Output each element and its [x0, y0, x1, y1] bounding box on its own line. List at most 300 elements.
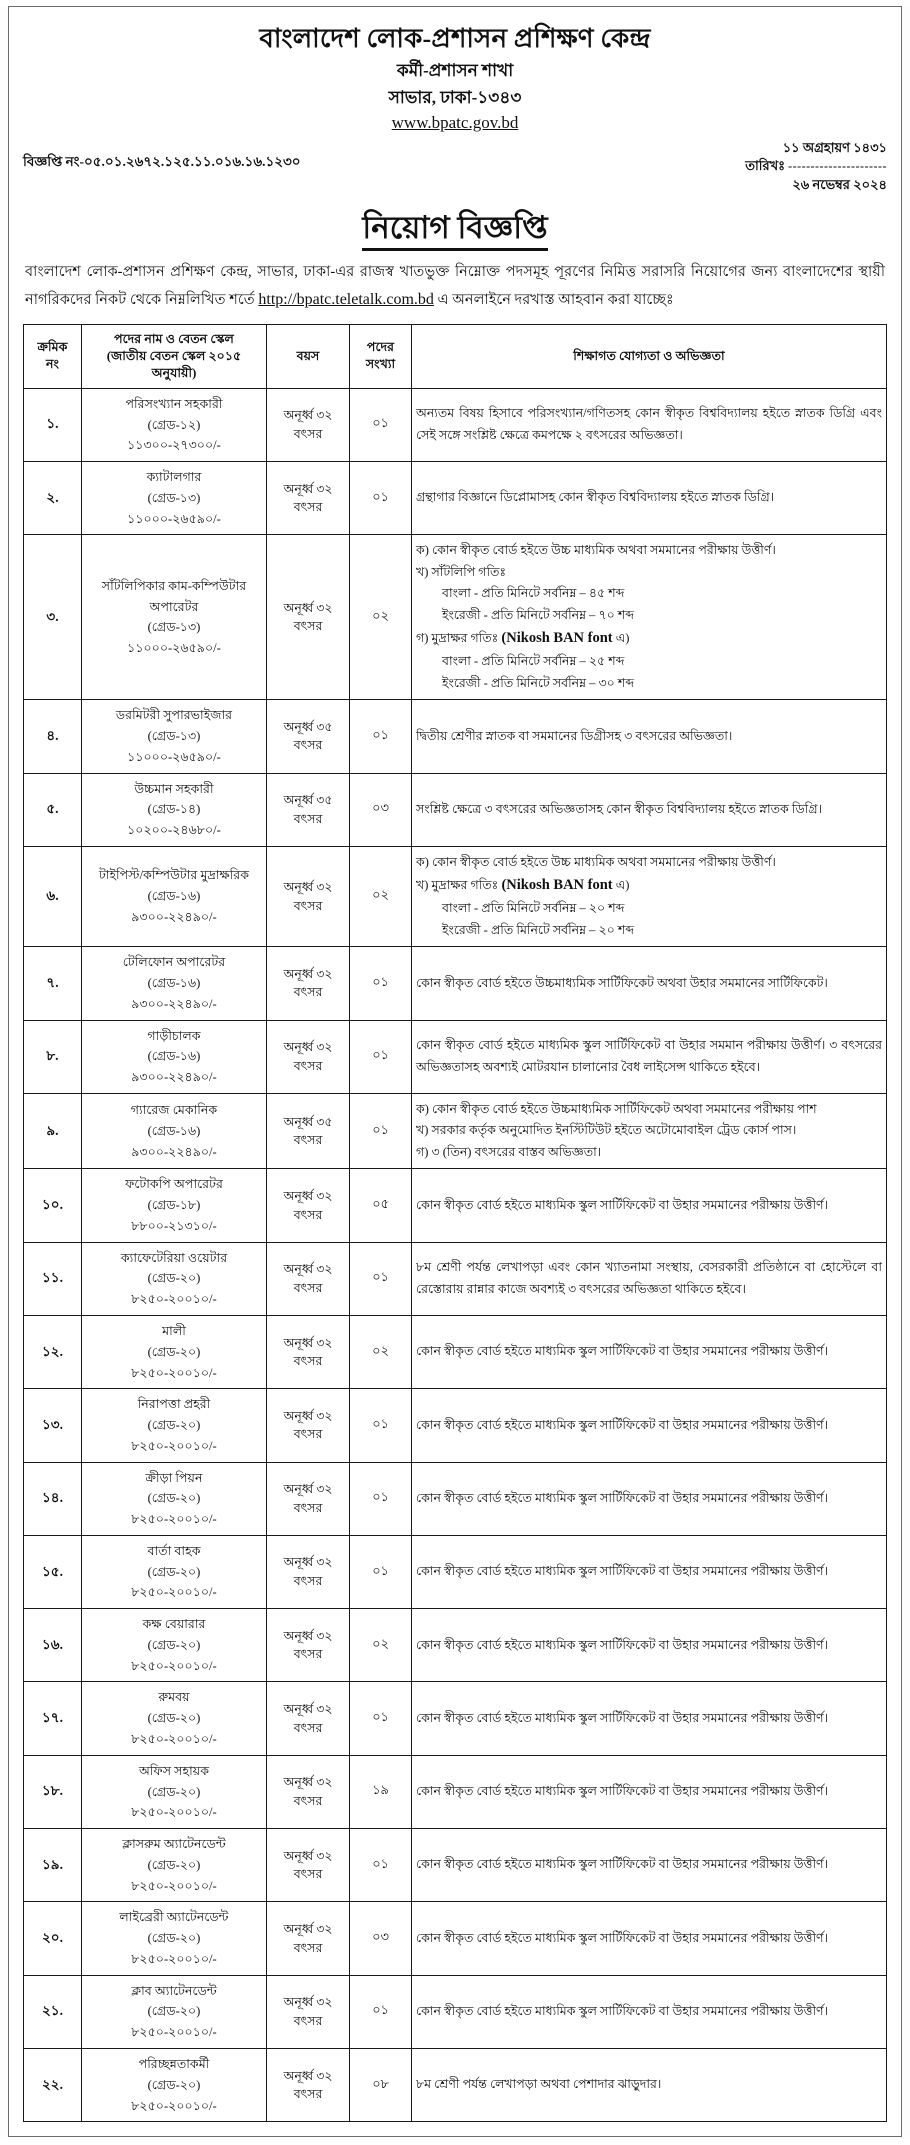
cell-age-limit [267, 700, 350, 773]
qualification-text: কোন স্বীকৃত বোর্ড হইতে মাধ্যমিক স্কুল সার্টিফিকেট বা উহার সমমানের পরীক্ষায় উত্তীর্ণ। [416, 1784, 829, 1799]
age-limit: অনূর্ধ্ব ৩২ [283, 879, 333, 894]
post-grade: (গ্রেড-২০) [147, 2077, 201, 2092]
table-row [24, 535, 887, 700]
qualification-text: ইংরেজী - প্রতি মিনিটে সর্বনিম্ন – ২০ শব্দ [442, 922, 635, 937]
table-row [24, 846, 887, 946]
cell-qualification [412, 846, 887, 946]
qualification-line [416, 726, 882, 748]
qualification-line [416, 1928, 882, 1950]
cell-post-name [82, 1020, 267, 1093]
nikosh-font-note-tail: এ) [612, 878, 630, 893]
cell-serial: ১৫. [24, 1535, 82, 1608]
table-row [24, 1169, 887, 1242]
post-name: ক্যাটালগার [146, 470, 202, 485]
post-grade: (গ্রেড-১৩) [147, 620, 201, 635]
qualification-text: গ্রন্থাগার বিজ্ঞানে ডিপ্লোমাসহ কোন স্বীকৃত বিশ্ববিদ্যালয় হইতে স্নাতক ডিগ্রি। [416, 490, 775, 505]
cell-serial: ১৮. [24, 1755, 82, 1828]
date-label: তারিখঃ [745, 158, 786, 174]
table-row [24, 1316, 887, 1389]
qualification-text: ইংরেজী - প্রতি মিনিটে সর্বনিম্ন – ৭০ শব্দ [442, 607, 635, 622]
qualification-text: কোন স্বীকৃত বোর্ড হইতে মাধ্যমিক স্কুল সার্টিফিকেট বা উহার সমমানের পরীক্ষায় উত্তীর্ণ। [416, 1857, 829, 1872]
qualification-line [416, 898, 882, 920]
post-name: ক্রীড়া পিয়ন [145, 1470, 203, 1485]
post-scale: ৯৩০০-২২৪৯০/- [131, 1144, 217, 1159]
cell-qualification [412, 1389, 887, 1462]
table-row [24, 1535, 887, 1608]
qualification-text: কোন স্বীকৃত বোর্ড হইতে উচ্চমাধ্যমিক সার্টিফিকেট অথবা উহার সমমানের সার্টিফিকেট। [416, 975, 828, 990]
qualification-line [416, 673, 882, 695]
post-name: লাইব্রেরী অ্যাটেনডেন্ট [119, 1910, 229, 1925]
cell-post-count: ০২ [350, 535, 412, 700]
date-dotted-rule: ---------------------- [788, 159, 887, 174]
qualification-line [416, 1195, 882, 1217]
cell-serial: ২২. [24, 2048, 82, 2121]
circular-sheet [8, 6, 902, 2137]
cell-qualification [412, 773, 887, 846]
post-grade: (গ্রেড-২০) [147, 1418, 201, 1433]
cell-age-limit [267, 1242, 350, 1315]
cell-post-count: ০১ [350, 388, 412, 461]
table-body [24, 388, 887, 2122]
qualification-text: খ) সাঁটলিপি গতিঃ [416, 564, 507, 579]
qualification-line [416, 605, 882, 627]
cell-post-count: ০৩ [350, 773, 412, 846]
organization-title: বাংলাদেশ লোক-প্রশাসন প্রশিক্ষণ কেন্দ্র [259, 24, 651, 53]
qualification-text: বাংলা - প্রতি মিনিটে সর্বনিম্ন – ২৫ শব্দ [442, 654, 625, 669]
cell-post-count: ০৫ [350, 1169, 412, 1242]
cell-qualification [412, 1093, 887, 1169]
age-unit: বৎসর [293, 738, 323, 753]
post-scale: ৯৩০০-২২৪৯০/- [131, 1070, 217, 1085]
cell-qualification [412, 388, 887, 461]
cell-post-count: ০২ [350, 1609, 412, 1682]
cell-qualification [412, 1682, 887, 1755]
cell-post-count: ০১ [350, 1093, 412, 1169]
cell-serial: ১৭. [24, 1682, 82, 1755]
cell-post-count: ০১ [350, 462, 412, 535]
age-unit: বৎসর [293, 426, 323, 441]
cell-post-count: ০১ [350, 1682, 412, 1755]
cell-post-name [82, 1755, 267, 1828]
application-url[interactable]: http://bpatc.teletalk.com.bd [258, 290, 434, 308]
cell-age-limit [267, 846, 350, 946]
qualification-line [416, 2074, 882, 2096]
age-unit: বৎসর [293, 1647, 323, 1662]
cell-serial: ১. [24, 388, 82, 461]
col-post-line2: (জাতীয় বেতন স্কেল ২০১৫ [106, 348, 242, 363]
post-scale: ১১০০০-২৬৫৯০/- [127, 641, 221, 656]
qualification-text: গ) ৩ (তিন) বৎসরের বাস্তব অভিজ্ঞতা। [416, 1144, 602, 1159]
cell-qualification [412, 1902, 887, 1975]
post-scale: ৮২৫০-২০০১০/- [131, 1805, 217, 1820]
date-english: ২৬ নভেম্বর ২০২৪ [792, 177, 887, 193]
qualification-line [416, 1488, 882, 1510]
qualification-line [416, 1341, 882, 1363]
post-grade: (গ্রেড-২০) [147, 1491, 201, 1506]
age-unit: বৎসর [293, 1867, 323, 1882]
col-count-line2: সংখ্যা [365, 357, 396, 372]
post-scale: ১০২০০-২৪৬৮০/- [127, 823, 221, 838]
post-scale: ৮২৫০-২০০১০/- [131, 1438, 217, 1453]
cell-post-name [82, 1242, 267, 1315]
post-name: টেলিফোন অপারেটর [122, 955, 226, 970]
age-unit: বৎসর [293, 811, 323, 826]
post-name: ডরমিটরী সুপারভাইজার [115, 708, 233, 723]
post-grade: (গ্রেড-২০) [147, 1564, 201, 1579]
qualification-line [416, 487, 882, 509]
age-unit: বৎসর [293, 1133, 323, 1148]
column-header-count [350, 324, 412, 388]
cell-serial: ৬. [24, 846, 82, 946]
cell-age-limit [267, 947, 350, 1020]
cell-post-name [82, 1535, 267, 1608]
cell-post-count: ০২ [350, 846, 412, 946]
intro-text-part1: বাংলাদেশ লোক-প্রশাসন প্রশিক্ষণ কেন্দ্র, সাভার, ঢাকা-এর রাজস্ব খাতভুক্ত নিম্নোক্ত পদসমূহ পূরণের নিমিত্ত সরাসরি নিয়োগের জন্য বাংলাদেশের স্থায়ী নাগরিকদের নিকট থেকে নিম্নলিখিত শর্তে [25, 264, 885, 308]
post-scale: ৮২৫০-২০০১০/- [131, 1732, 217, 1747]
post-scale: ৮৮০০-২১৩১০/- [131, 1218, 217, 1233]
qualification-text: কোন স্বীকৃত বোর্ড হইতে মাধ্যমিক স্কুল সার্টিফিকেট বা উহার সমমানের পরীক্ষায় উত্তীর্ণ। [416, 1637, 829, 1652]
post-grade: (গ্রেড-২০) [147, 1784, 201, 1799]
cell-age-limit [267, 1389, 350, 1462]
qualification-line [416, 973, 882, 995]
age-limit: অনূর্ধ্ব ৩২ [283, 1335, 333, 1350]
table-row [24, 1682, 887, 1755]
table-row [24, 773, 887, 846]
post-grade: (গ্রেড-২০) [147, 2004, 201, 2019]
table-row [24, 462, 887, 535]
post-name: কক্ষ বেয়ারার [142, 1617, 206, 1632]
qualification-text: ৮ম শ্রেণী পর্যন্ত লেখাপড়া অথবা পেশাদার ঝাড়ুদার। [416, 2077, 662, 2092]
age-limit: অনূর্ধ্ব ৩২ [283, 481, 333, 496]
post-grade: (গ্রেড-২০) [147, 1637, 201, 1652]
cell-qualification [412, 1242, 887, 1315]
document-page [0, 6, 910, 2137]
age-unit: বৎসর [293, 1058, 323, 1073]
cell-serial: ৫. [24, 773, 82, 846]
intro-paragraph [25, 260, 885, 314]
table-row [24, 1829, 887, 1902]
intro-text-part2: এ অনলাইনে দরখাস্ত আহবান করা যাচ্ছেঃ [433, 291, 674, 308]
cell-age-limit [267, 1020, 350, 1093]
table-row [24, 1755, 887, 1828]
qualification-text: অন্যতম বিষয় হিসাবে পরিসংখ্যান/গণিতসহ কোন স্বীকৃত বিশ্ববিদ্যালয় হইতে স্নাতক ডিগ্রি এবং সেই সঙ্গে সংশ্লিষ্ট ক্ষেত্রে কমপক্ষে ২ বৎসরের অভিজ্ঞতা। [416, 406, 882, 442]
age-limit: অনূর্ধ্ব ৩২ [283, 1188, 333, 1203]
post-name: পরিচ্ছন্নতাকর্মী [138, 2056, 210, 2071]
qualification-text: খ) মুদ্রাক্ষর গতিঃ [416, 878, 502, 893]
post-grade: (গ্রেড-১৬) [147, 889, 201, 904]
cell-post-name [82, 462, 267, 535]
post-scale: ৯৩০০-২২৪৯০/- [131, 996, 217, 1011]
post-scale: ১১০০০-২৬৫৯০/- [127, 749, 221, 764]
qualification-line [416, 651, 882, 673]
post-name: ক্লাসরুম অ্যাটেনডেন্ট [122, 1837, 226, 1852]
cell-post-name [82, 388, 267, 461]
post-grade: (গ্রেড-২০) [147, 1271, 201, 1286]
qualification-text: কোন স্বীকৃত বোর্ড হইতে মাধ্যমিক স্কুল সার্টিফিকেট বা উহার সমমানের পরীক্ষায় উত্তীর্ণ। [416, 1710, 829, 1725]
cell-post-name [82, 1169, 267, 1242]
column-header-qualification [412, 324, 887, 388]
age-limit: অনূর্ধ্ব ৩২ [283, 600, 333, 615]
age-unit: বৎসর [293, 619, 323, 634]
qualification-line [416, 562, 882, 584]
post-name: গ্যারেজ মেকানিক [130, 1103, 218, 1117]
cell-age-limit [267, 1535, 350, 1608]
age-unit: বৎসর [293, 985, 323, 1000]
qualification-text: সংশ্লিষ্ট ক্ষেত্রে ৩ বৎসরের অভিজ্ঞতাসহ কোন স্বীকৃত বিশ্ববিদ্যালয় হইতে স্নাতক ডিগ্রি। [416, 801, 823, 816]
nikosh-font-note: (Nikosh BAN font [501, 630, 613, 647]
cell-qualification [412, 1169, 887, 1242]
age-unit: বৎসর [293, 1207, 323, 1222]
age-unit: বৎসর [293, 1280, 323, 1295]
cell-post-count: ০১ [350, 1535, 412, 1608]
cell-qualification [412, 1020, 887, 1093]
cell-serial: ২০. [24, 1902, 82, 1975]
cell-serial: ১০. [24, 1169, 82, 1242]
post-name: মালী [162, 1324, 186, 1338]
post-name: সাঁটলিপিকার কাম-কম্পিউটার অপারেটর [101, 578, 247, 614]
post-name: পরিসংখ্যান সহকারী [125, 396, 223, 411]
qualification-line [416, 1708, 882, 1730]
col-post-line1: পদের নাম ও বেতন স্কেল [114, 331, 234, 346]
age-limit: অনূর্ধ্ব ৩২ [283, 1921, 333, 1936]
cell-age-limit [267, 1093, 350, 1169]
table-row [24, 947, 887, 1020]
age-unit: বৎসর [293, 1940, 323, 1955]
column-header-post [82, 324, 267, 388]
cell-post-count: ০১ [350, 1462, 412, 1535]
age-limit: অনূর্ধ্ব ৩২ [283, 1628, 333, 1643]
cell-qualification [412, 1829, 887, 1902]
cell-age-limit [267, 1462, 350, 1535]
cell-post-name [82, 1316, 267, 1389]
cell-post-name [82, 535, 267, 700]
post-grade: (গ্রেড-১৬) [147, 1049, 201, 1064]
age-limit: অনূর্ধ্ব ৩২ [283, 408, 333, 423]
age-unit: বৎসর [293, 1427, 323, 1442]
qualification-text: কোন স্বীকৃত বোর্ড হইতে মাধ্যমিক স্কুল সার্টিফিকেট বা উহার সমমানের পরীক্ষায় উত্তীর্ণ। [416, 1564, 829, 1579]
qualification-line [416, 1635, 882, 1657]
post-grade: (গ্রেড-১৬) [147, 976, 201, 991]
cell-post-name [82, 1093, 267, 1169]
qualification-text: বাংলা - প্রতি মিনিটে সর্বনিম্ন – ২০ শব্দ [442, 901, 625, 916]
age-unit: বৎসর [293, 1500, 323, 1515]
post-scale: ৮২৫০-২০০১০/- [131, 1658, 217, 1673]
cell-serial: ৩. [24, 535, 82, 700]
post-name: ক্যাফেটেরিয়া ওয়েটার [120, 1250, 228, 1265]
age-limit: অনূর্ধ্ব ৩৫ [283, 793, 333, 808]
date-label-row [677, 157, 887, 176]
column-header-age [267, 324, 350, 388]
qualification-text: খ) সরকার কর্তৃক অনুমোদিত ইনস্টিটিউট হইতে অটোমোবাইল ট্রেড কোর্স পাস। [416, 1123, 797, 1138]
age-unit: বৎসর [293, 1354, 323, 1369]
post-name: নিরাপত্তা প্রহরী [137, 1397, 211, 1412]
post-scale: ৮২৫০-২০০১০/- [131, 1951, 217, 1966]
qualification-line [416, 1415, 882, 1437]
post-name: টাইপিস্ট/কম্পিউটার মুদ্রাক্ষরিক [98, 868, 250, 883]
table-row [24, 1462, 887, 1535]
cell-serial: ৭. [24, 947, 82, 1020]
qualification-text: ক) কোন স্বীকৃত বোর্ড হইতে উচ্চ মাধ্যমিক অথবা সমমানের পরীক্ষায় উত্তীর্ণ। [416, 854, 776, 869]
qualification-line [416, 1035, 882, 1078]
post-scale: ১১০০০-২৬৫৯০/- [127, 511, 221, 526]
cell-post-name [82, 1682, 267, 1755]
qualification-line [416, 583, 882, 605]
cell-age-limit [267, 773, 350, 846]
post-grade: (গ্রেড-১২) [147, 417, 201, 432]
job-posts-table [23, 324, 887, 2123]
age-unit: বৎসর [293, 500, 323, 515]
age-unit: বৎসর [293, 1793, 323, 1808]
cell-post-name [82, 1389, 267, 1462]
qualification-line [416, 873, 882, 898]
col-age-line1: বয়স [296, 348, 320, 363]
cell-post-count: ০৮ [350, 2048, 412, 2121]
age-limit: অনূর্ধ্ব ৩৫ [283, 719, 333, 734]
table-header-row [24, 324, 887, 388]
qualification-text: কোন স্বীকৃত বোর্ড হইতে মাধ্যমিক স্কুল সার্টিফিকেট বা উহার সমমানের পরীক্ষায় উত্তীর্ণ। [416, 1197, 829, 1212]
post-grade: (গ্রেড-১৩) [147, 490, 201, 505]
col-serial-line1: ক্রমিক [37, 340, 68, 355]
cell-post-count: ০১ [350, 1389, 412, 1462]
cell-post-count: ০১ [350, 1975, 412, 2048]
cell-serial: ১১. [24, 1242, 82, 1315]
qualification-line [416, 626, 882, 651]
age-limit: অনূর্ধ্ব ৩২ [283, 1262, 333, 1277]
cell-qualification [412, 700, 887, 773]
cell-qualification [412, 1975, 887, 2048]
cell-post-name [82, 1902, 267, 1975]
table-header [24, 324, 887, 388]
cell-post-count: ০২ [350, 1316, 412, 1389]
post-grade: (গ্রেড-২০) [147, 1344, 201, 1359]
cell-post-count: ০১ [350, 1020, 412, 1093]
table-row [24, 1902, 887, 1975]
post-scale: ৮২৫০-২০০১০/- [131, 2025, 217, 2040]
age-limit: অনূর্ধ্ব ৩২ [283, 1775, 333, 1790]
table-row [24, 1242, 887, 1315]
cell-post-name [82, 947, 267, 1020]
post-grade: (গ্রেড-১৬) [147, 1123, 201, 1138]
age-limit: অনূর্ধ্ব ৩২ [283, 1040, 333, 1055]
qualification-line [416, 1120, 882, 1142]
cell-post-count: ০১ [350, 1829, 412, 1902]
cell-age-limit [267, 462, 350, 535]
post-grade: (গ্রেড-১৮) [147, 1198, 201, 1213]
qualification-text: ইংরেজী - প্রতি মিনিটে সর্বনিম্ন – ৩০ শব্দ [442, 675, 635, 690]
col-qual-line1: শিক্ষাগত যোগ্যতা ও অভিজ্ঞতা [573, 348, 725, 363]
organization-website[interactable] [23, 113, 887, 133]
cell-post-name [82, 1975, 267, 2048]
qualification-text: ক) কোন স্বীকৃত বোর্ড হইতে উচ্চ মাধ্যমিক অথবা সমমানের পরীক্ষায় উত্তীর্ণ। [416, 543, 776, 558]
nikosh-font-note-tail: এ) [612, 631, 630, 646]
cell-serial: ৪. [24, 700, 82, 773]
qualification-text: ক) কোন স্বীকৃত বোর্ড হইতে উচ্চমাধ্যমিক সার্টিফিকেট অথবা সমমানের পরীক্ষায় পাশ [416, 1101, 817, 1116]
cell-serial: ১৬. [24, 1609, 82, 1682]
qualification-text: দ্বিতীয় শ্রেণীর স্নাতক বা সমমানের ডিগ্রীসহ ৩ বৎসরের অভিজ্ঞতা। [416, 728, 733, 743]
qualification-text: কোন স্বীকৃত বোর্ড হইতে মাধ্যমিক স্কুল সার্টিফিকেট বা উহার সমমানের পরীক্ষায় উত্তীর্ণ। [416, 2004, 829, 2019]
cell-qualification [412, 1462, 887, 1535]
cell-age-limit [267, 1829, 350, 1902]
post-scale: ৯৩০০-২২৪৯০/- [131, 909, 217, 924]
cell-age-limit [267, 1975, 350, 2048]
qualification-line [416, 1142, 882, 1164]
post-scale: ১১৩০০-২৭৩০০/- [127, 438, 221, 453]
table-row [24, 388, 887, 461]
post-name: বার্তা বাহক [147, 1543, 201, 1558]
age-limit: অনূর্ধ্ব ৩২ [283, 1995, 333, 2010]
cell-post-name [82, 700, 267, 773]
qualification-text: কোন স্বীকৃত বোর্ড হইতে মাধ্যমিক স্কুল সার্টিফিকেট বা উহার সমমান পরীক্ষায় উত্তীর্ণ। ৩ বৎসরের অভিজ্ঞতাসহ অবশ্যই মোটরযান চালানোর বৈধ লাইসেন্স থাকিতে হইবে। [416, 1038, 882, 1074]
cell-post-name [82, 1829, 267, 1902]
post-grade: (গ্রেড-১৩) [147, 729, 201, 744]
cell-qualification [412, 1316, 887, 1389]
age-unit: বৎসর [293, 1574, 323, 1589]
post-scale: ৮২৫০-২০০১০/- [131, 1365, 217, 1380]
cell-serial: ৮. [24, 1020, 82, 1093]
qualification-text: ৮ম শ্রেণী পর্যন্ত লেখাপড়া এবং কোন খ্যাতনামা সংস্থায়, বেসরকারী প্রতিষ্ঠানে বা হোস্টেলে বা রেস্তোরায় রান্নার কাজে অবশ্যই ৩ বৎসরের অভিজ্ঞতা থাকিতে হইবে। [416, 1260, 882, 1296]
cell-qualification [412, 462, 887, 535]
table-row [24, 1975, 887, 2048]
cell-post-count: ০১ [350, 700, 412, 773]
cell-qualification [412, 535, 887, 700]
qualification-line [416, 852, 882, 874]
cell-age-limit [267, 1902, 350, 1975]
qualification-text: কোন স্বীকৃত বোর্ড হইতে মাধ্যমিক স্কুল সার্টিফিকেট বা উহার সমমানের পরীক্ষায় উত্তীর্ণ। [416, 1490, 829, 1505]
age-limit: অনূর্ধ্ব ৩২ [283, 1555, 333, 1570]
qualification-line [416, 799, 882, 821]
qualification-line [416, 540, 882, 562]
cell-post-name [82, 1462, 267, 1535]
cell-age-limit [267, 1169, 350, 1242]
post-scale: ৮২৫০-২০০১০/- [131, 1878, 217, 1893]
post-name: গাড়ীচালক [147, 1028, 201, 1043]
cell-qualification [412, 2048, 887, 2121]
post-grade: (গ্রেড-২০) [147, 1931, 201, 1946]
qualification-line [416, 920, 882, 942]
col-count-line1: পদের [366, 340, 395, 355]
cell-qualification [412, 947, 887, 1020]
qualification-text: কোন স্বীকৃত বোর্ড হইতে মাধ্যমিক স্কুল সার্টিফিকেট বা উহার সমমানের পরীক্ষায় উত্তীর্ণ। [416, 1417, 829, 1432]
cell-post-count: ০৩ [350, 1902, 412, 1975]
organization-branch: কর্মী-প্রশাসন শাখা [396, 60, 514, 80]
post-grade: (গ্রেড-২০) [147, 1857, 201, 1872]
table-row [24, 1609, 887, 1682]
cell-age-limit [267, 2048, 350, 2121]
cell-serial: ২. [24, 462, 82, 535]
qualification-line [416, 1561, 882, 1583]
age-unit: বৎসর [293, 2013, 323, 2028]
col-post-line3: অনুযায়ী) [151, 365, 197, 380]
cell-qualification [412, 1755, 887, 1828]
qualification-text: কোন স্বীকৃত বোর্ড হইতে মাধ্যমিক স্কুল সার্টিফিকেট বা উহার সমমানের পরীক্ষায় উত্তীর্ণ। [416, 1344, 829, 1359]
age-limit: অনূর্ধ্ব ৩২ [283, 1408, 333, 1423]
document-title [23, 209, 887, 246]
age-limit: অনূর্ধ্ব ৩৫ [283, 1114, 333, 1129]
post-scale: ৮২৫০-২০০১০/- [131, 1292, 217, 1307]
col-serial-line2: নং [46, 357, 59, 372]
post-name: অফিস সহায়ক [139, 1763, 209, 1778]
notice-number: বিজ্ঞপ্তি নং-০৫.০১.২৬৭২.১২৫.১১.০১৬.১৬.১২৩০ [23, 153, 301, 169]
post-grade: (গ্রেড-২০) [147, 1711, 201, 1726]
post-scale: ৮২৫০-২০০১০/- [131, 1585, 217, 1600]
table-row [24, 700, 887, 773]
age-limit: অনূর্ধ্ব ৩২ [283, 1848, 333, 1863]
cell-post-count: ০১ [350, 1242, 412, 1315]
age-limit: অনূর্ধ্ব ৩২ [283, 2068, 333, 2083]
cell-post-name [82, 2048, 267, 2121]
cell-age-limit [267, 1609, 350, 1682]
cell-serial: ১৪. [24, 1462, 82, 1535]
